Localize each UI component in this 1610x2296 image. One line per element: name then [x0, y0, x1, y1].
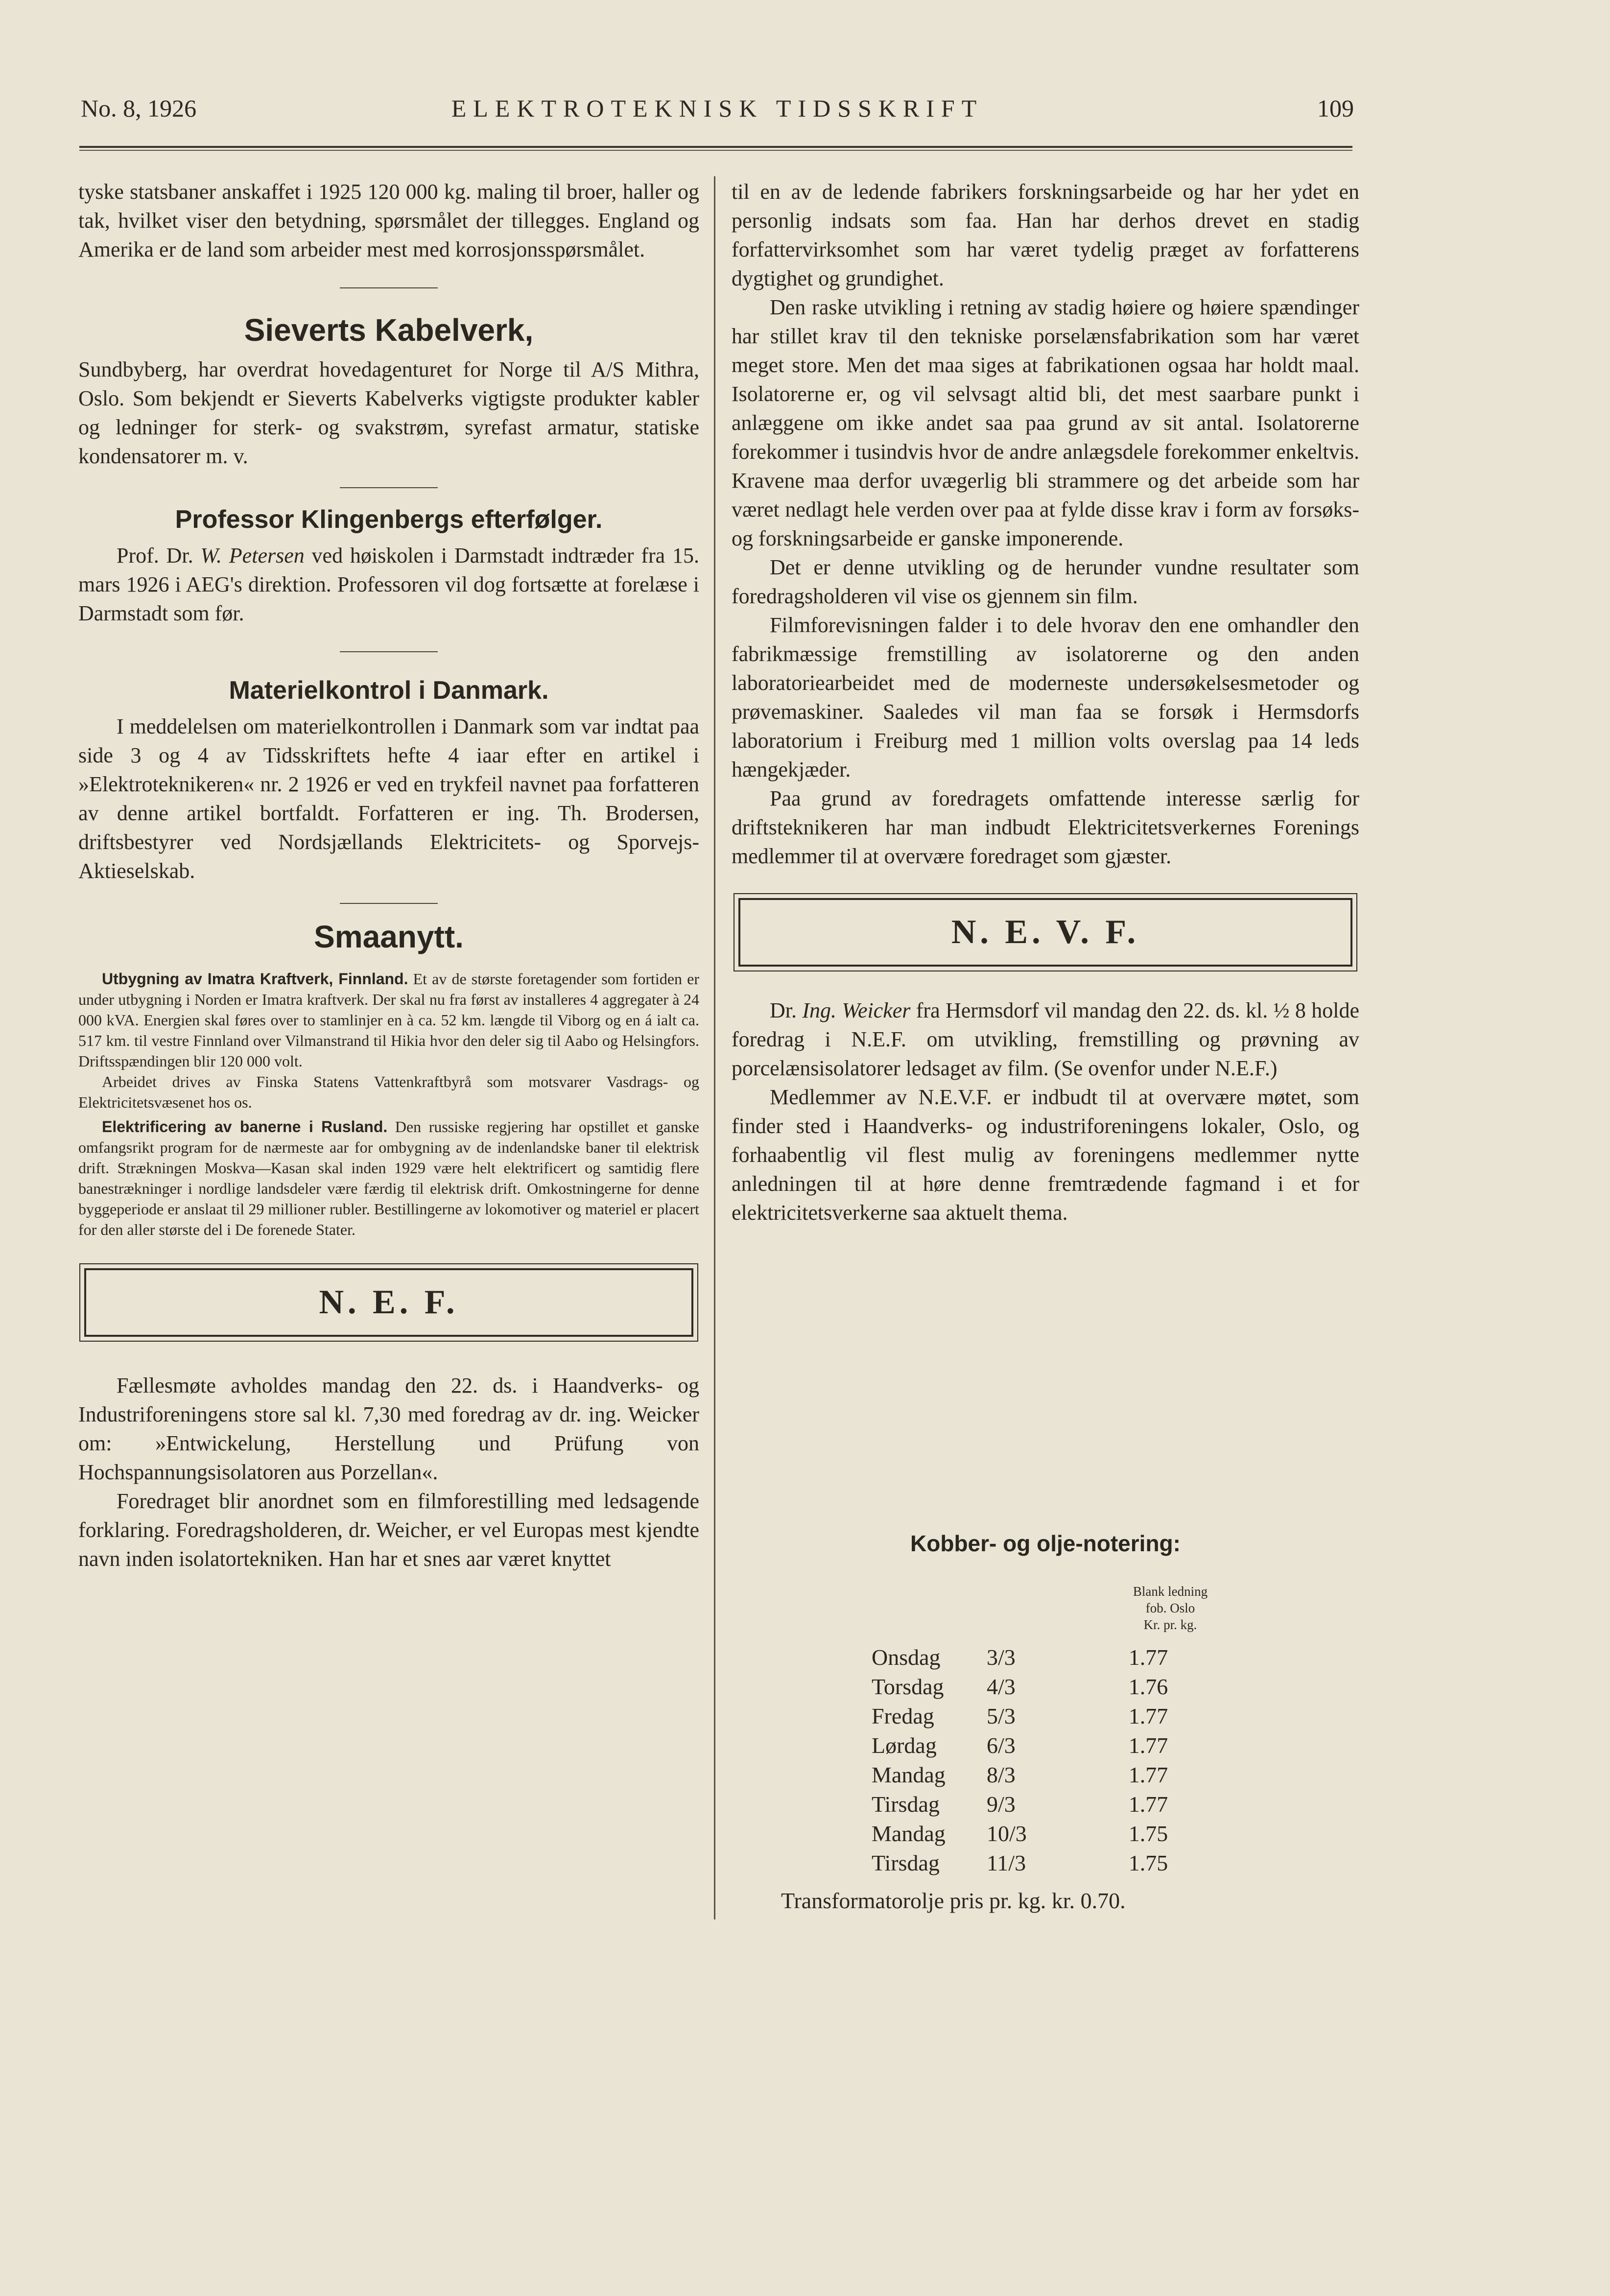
journal-title: ELEKTROTEKNISK TIDSSKRIFT — [451, 95, 984, 122]
price-price: 1.76 — [1128, 1674, 1168, 1699]
price-price: 1.75 — [1128, 1850, 1168, 1875]
notation-column-head — [1092, 1583, 1249, 1633]
nevf-text-pre: Dr. — [770, 998, 803, 1022]
price-price: 1.77 — [1128, 1645, 1168, 1670]
price-row — [872, 1848, 1197, 1878]
sieverts-heading: Sieverts Kabelverk, — [244, 312, 534, 348]
klingenberg-name: W. Petersen — [200, 544, 305, 568]
price-price: 1.77 — [1128, 1704, 1168, 1728]
section-separator — [340, 487, 438, 488]
price-price: 1.77 — [1128, 1762, 1168, 1787]
materiel-heading: Materielkontrol i Danmark. — [229, 676, 549, 705]
price-row — [872, 1790, 1197, 1819]
nevf-paragraph-2: Medlemmer av N.E.V.F. er indbudt til at overvære møtet, som finder sted i Haandverks- og industriforeningens lokaler, Oslo, og forhaabentlig vil flest mulig av foreningens medlemmer nytte anledningen til at høre denne fremtrædende fagmand i et for elektricitetsverkerne saa aktuelt thema. — [732, 1085, 1359, 1225]
right-paragraph-3: Det er denne utvikling og de herunder vundne resultater som foredragsholderen vil vise os gjennem sin film. — [732, 555, 1359, 608]
price-date: 9/3 — [987, 1792, 1016, 1817]
price-day: Lørdag — [872, 1733, 937, 1758]
price-day: Torsdag — [872, 1674, 944, 1699]
price-row — [872, 1819, 1197, 1848]
nevf-paragraph-1 — [732, 996, 1359, 1083]
russia-item — [78, 1116, 699, 1240]
price-price: 1.75 — [1128, 1821, 1168, 1846]
section-separator — [340, 651, 438, 652]
smaanytt-heading: Smaanytt. — [314, 919, 464, 954]
price-date: 8/3 — [987, 1762, 1016, 1787]
section-separator — [340, 903, 438, 904]
section-separator — [340, 287, 438, 288]
price-date: 6/3 — [987, 1733, 1016, 1758]
price-date: 4/3 — [987, 1674, 1016, 1699]
russia-title: Elektrificering av banerne i Rusland. — [102, 1118, 388, 1136]
imatra-title: Utbygning av Imatra Kraftverk, Finnland. — [102, 970, 408, 988]
price-row — [872, 1731, 1197, 1760]
klingenberg-text-post: ved høiskolen i Darmstadt indtræder fra 15. mars 1926 i AEG's direktion. Professoren vil dog fortsætte at forelæse i Darmstadt som før. — [78, 544, 699, 625]
price-day: Fredag — [872, 1704, 934, 1728]
klingenberg-paragraph — [78, 541, 699, 628]
nef-box: N. E. F. — [84, 1268, 693, 1337]
price-row — [872, 1702, 1197, 1731]
nef-paragraph-2: Foredraget blir anordnet som en filmforestilling med ledsagende forklaring. Foredragsholderen, dr. Weicher, er vel Europas mest kjendte navn inden isolatortekniken. Han har et snes aar været knyttet — [78, 1489, 699, 1571]
price-day: Tirsdag — [872, 1792, 940, 1817]
right-paragraph-2: Den raske utvikling i retning av stadig høiere og høiere spændinger har stillet krav til den tekniske porselænsfabrikation som har været meget store. Men det maa siges at fabrikationen ogsaa har holdt maal. Isolatorerne er, og vil selvsagt altid bli, det mest saarbare punkt i anlæggene om ikke andet saa paa grund av sit antal. Isolatorerne forekommer i tusindvis hvor de andre anlægsdele forekommer enkeltvis. Kravene maa derfor uvægerlig bli strammere og det arbeide som har været nedlagt hele verden over paa at fylde disse krav i form av forsøks- og forskningsarbeide er ganske imponerende. — [732, 295, 1359, 550]
materiel-paragraph: I meddelelsen om materielkontrollen i Danmark som var indtat paa side 3 og 4 av Tidsskriftets hefte 4 iaar efter en artikel i »Elektroteknikeren« nr. 2 1926 er ved en trykfeil navnet paa forfatteren av denne artikel bortfaldt. Forfatteren er ing. Th. Brodersen, driftsbestyrer ved Nordsjællands Elektricitets- og Sporvejs-Aktieselskab. — [78, 714, 699, 883]
price-day: Onsdag — [872, 1645, 941, 1670]
notation-title: Kobber- og olje-notering: — [910, 1531, 1181, 1556]
price-date: 10/3 — [987, 1821, 1027, 1846]
col-head-line: Blank ledning — [1133, 1584, 1208, 1599]
page-header — [81, 94, 1354, 133]
price-date: 5/3 — [987, 1704, 1016, 1728]
price-date: 3/3 — [987, 1645, 1016, 1670]
nevf-text-post: fra Hermsdorf vil mandag den 22. ds. kl. ½ 8 holde foredrag i N.E.F. om utvikling, fremstilling og prøvning av porcelænsisolatorer ledsaget av film. (Se ovenfor under N.E.F.) — [732, 998, 1359, 1080]
imatra-item — [78, 969, 699, 1071]
price-price: 1.77 — [1128, 1792, 1168, 1817]
price-notation — [734, 1530, 1356, 1913]
right-paragraph-5: Paa grund av foredragets omfattende interesse særlig for driftsteknikeren har man indbudt Elektricitetsverkernes Forenings medlemmer til at overvære foredraget som gjæster. — [732, 786, 1359, 868]
price-day: Tirsdag — [872, 1850, 940, 1875]
col-head-line: fob. Oslo — [1145, 1601, 1195, 1615]
page-number: 109 — [1317, 95, 1354, 122]
sieverts-paragraph: Sundbyberg, har overdrat hovedagenturet for Norge til A/S Mithra, Oslo. Som bekjendt er Sieverts Kabelverks vigtigste produkter kabler og ledninger for sterk- og svakstrøm, syrefast armatur, statiske kondensatorer m. v. — [78, 357, 699, 468]
right-paragraph-1: til en av de ledende fabrikers forskningsarbeide og har her ydet en personlig indsats som faa. Han har derhos drevet en stadig forfattervirksomhet som har været tydelig præget av forfatterens dygtighet og grundighet. — [732, 180, 1359, 290]
price-day: Mandag — [872, 1821, 946, 1846]
left-column — [78, 177, 699, 1573]
klingenberg-heading: Professor Klingenbergs efterfølger. — [175, 505, 603, 534]
imatra-body: Et av de største foretagender som fortiden er under utbygning i Norden er Imatra kraftverk. Der skal nu fra først av installeres 4 aggregater à 24 000 kVA. Energien skal føres over to stamlinjer en à ca. 52 km. længde til Viborg og en á ialt ca. 517 km. til vestre Finnland over Vilmanstrand til Hikia hvor den deler sig til Aabo og Helsingfors. Driftsspændingen blir 120 000 volt. — [78, 970, 700, 1070]
price-day: Mandag — [872, 1762, 946, 1787]
klingenberg-text-pre: Prof. Dr. — [117, 544, 201, 568]
intro-paragraph: tyske statsbaner anskaffet i 1925 120 000 kg. maling til broer, haller og tak, hvilket viser den betydning, spørsmålet der tillegges. England og Amerika er de land som arbeider mest med korrosjonsspørsmålet. — [78, 180, 699, 261]
right-column — [732, 177, 1359, 1227]
nevf-name: Ing. Weicker — [802, 998, 911, 1022]
nef-paragraph-1: Fællesmøte avholdes mandag den 22. ds. i Haandverks- og Industriforeningens store sal kl. 7,30 med foredrag av dr. ing. Weicker om: »Entwickelung, Herstellung und Prüfung von Hochspannungsisolatoren aus Porzellan«. — [78, 1373, 699, 1484]
col-head-line: Kr. pr. kg. — [1143, 1617, 1197, 1632]
right-paragraph-4: Filmforevisningen falder i to dele hvorav den ene omhandler den fabrikmæssige fremstilling av isolatorerne og den anden laboratoriearbeidet med de moderneste undersøkelsesmetoder og prøvemaskiner. Saaledes vil man faa se forsøk i Hermsdorfs laboratorium i Freiburg med 1 million volts overslag paa 14 leds hængekjæder. — [732, 613, 1359, 781]
smaanytt-items — [78, 969, 699, 1240]
price-price: 1.77 — [1128, 1733, 1168, 1758]
price-row — [872, 1643, 1197, 1672]
russia-body: Den russiske regjering har opstillet et ganske omfangsrikt program for de nærmeste aar for ombygning av de indenlandske baner til elektrisk drift. Strækningen Moskva—Kasan skal inden 1929 være helt elektrificert og samtidig flere banestrækninger i nordlige landsdeler være færdig til elektrisk drift. Omkostningerne for denne byggeperiode er anslaat til 29 millioner rubler. Bestillingerne av lokomotiver og materiel er placert for den aller største del i De forenede Stater. — [78, 1118, 700, 1238]
price-date: 11/3 — [987, 1850, 1026, 1875]
nevf-box: N. E. V. F. — [738, 898, 1352, 967]
column-divider — [714, 176, 715, 1919]
header-rule-thin — [79, 150, 1352, 151]
imatra-item-2: Arbeidet drives av Finska Statens Vattenkraftbyrå som motsvarer Vasdrags- og Elektricitetsvæsenet hos os. — [78, 1073, 699, 1111]
price-row — [872, 1760, 1197, 1790]
transformer-oil-price: Transformatorolje pris pr. kg. kr. 0.70. — [781, 1888, 1126, 1913]
issue-number: No. 8, 1926 — [81, 95, 197, 122]
price-row — [872, 1672, 1197, 1702]
price-table — [872, 1643, 1197, 1878]
header-rule — [79, 146, 1352, 148]
